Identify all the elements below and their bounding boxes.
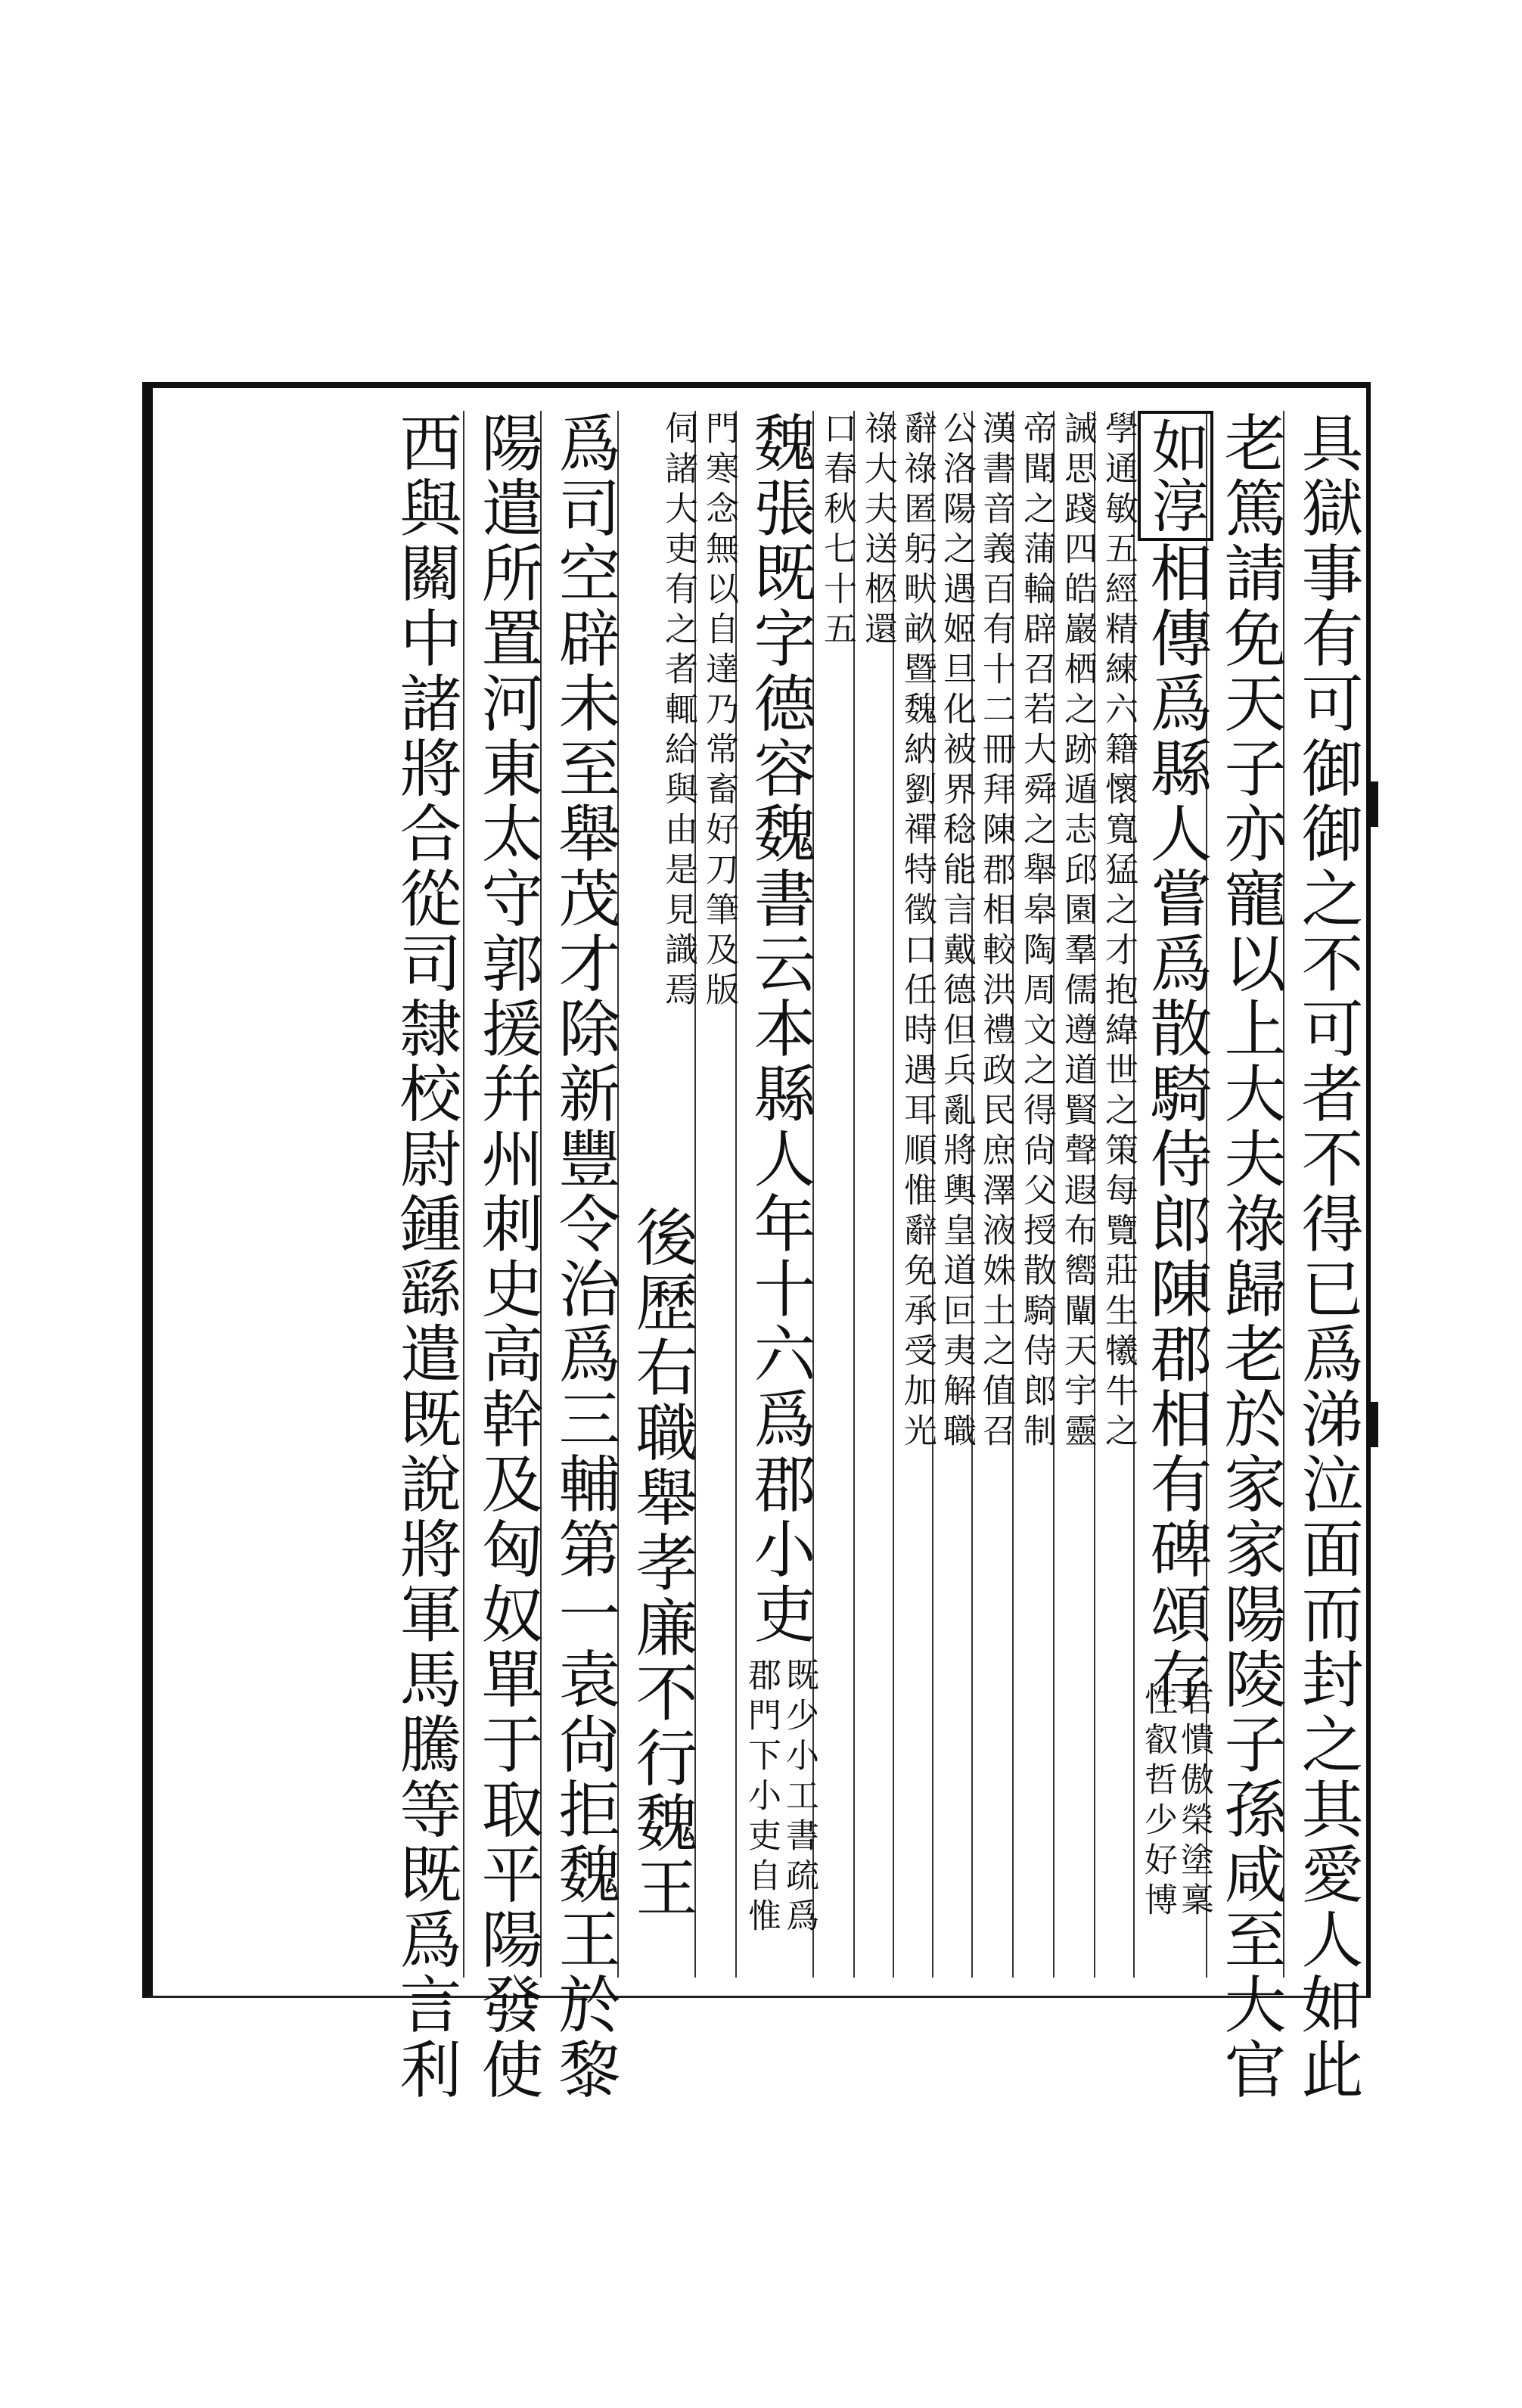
text-column — [617, 411, 696, 1978]
column-main-text: 魏張既字德容魏書云本縣人年十六爲郡小吏 — [744, 411, 815, 1647]
column-text: 口春秋七十五 — [818, 411, 856, 651]
edge-mark — [1369, 781, 1378, 827]
column-text: 爲司空辟未至舉茂才除新豐令治爲三輔第一袁尙拒魏王於黎 — [548, 411, 620, 2102]
text-column — [853, 411, 897, 1978]
column-text: 具獄事有可御御之不可者不得已爲涕泣面而封之其愛人如此 — [1291, 411, 1363, 2102]
text-column — [932, 411, 976, 1978]
text-column — [1283, 411, 1363, 2102]
column-text: 西與關中諸將合從司隸校尉鍾繇遣既說將軍馬騰等既爲言利 — [390, 411, 461, 2102]
annotation-text: 伺諸大吏有之者輒給與由是見識焉 — [659, 411, 697, 1012]
text-column — [1206, 411, 1286, 2102]
edge-mark — [1369, 1402, 1378, 1447]
column-text: 誡思踐四皓巖栖之跡遁志邱園羣儒遵道賢聲遐布嚮闡天宇靈 — [1058, 411, 1097, 1453]
column-text: 陽遣所置河東太守郭援幷州刺史高幹及匈奴單于取平陽發使 — [471, 411, 543, 2102]
column-text — [1138, 411, 1213, 1712]
annotation-right: 君憒傲榮塗稟 — [1175, 1682, 1213, 1922]
column-text: 帝聞之蒲輪辟召若大舜之舉皋陶周文之得尙父授散騎侍郎制 — [1017, 411, 1056, 1453]
text-column — [694, 411, 737, 1978]
name-box: 如淳 — [1138, 411, 1213, 541]
column-text: 辭祿匿躬畎畝暨魏納劉禪特徵口任時遇耳順惟辭免承受加光 — [898, 411, 936, 1453]
text-column — [893, 411, 936, 1978]
text-column — [540, 411, 620, 2102]
column-main-text: 後歷右職舉孝廉不行魏王 — [626, 1205, 697, 1921]
column-text: 公洛陽之遇姬旦化被界稔能言戴德但兵亂將輿皇道叵夷解職 — [937, 411, 976, 1453]
text-column — [971, 411, 1014, 1978]
column-main-text: 相傳爲縣人嘗爲散騎侍郎陳郡相有碑頌存 — [1140, 541, 1212, 1712]
annotation-left: 郡門下小吏自惟 — [742, 1658, 781, 1938]
column-text: 祿大夫送柩還 — [859, 411, 897, 651]
text-column — [1094, 411, 1138, 1978]
column-text: 門寒念無以自達乃常畜好刀筆及版 — [700, 411, 738, 1012]
text-column — [735, 411, 818, 1978]
text-column — [463, 411, 543, 2102]
annotation-right: 既少小工書疏爲 — [780, 1658, 818, 1938]
annotation-left: 性叡哲少好博 — [1138, 1682, 1177, 1922]
text-column — [1133, 411, 1213, 1978]
text-column — [160, 411, 463, 2102]
column-text: 漢書音義百有十二冊拜陳郡相較洪禮政民庶澤液姝土之值召 — [977, 411, 1015, 1453]
document-page — [142, 382, 1371, 2102]
column-text: 老篤請免天子亦寵以上大夫祿歸老於家家陽陵子孫咸至大官 — [1214, 411, 1286, 2102]
text-column — [1053, 411, 1095, 1978]
text-column — [1012, 411, 1055, 1978]
column-text: 學通敏五經精練六籍懷寬猛之才抱緯世之策每覽莊生犧牛之 — [1099, 411, 1138, 1453]
